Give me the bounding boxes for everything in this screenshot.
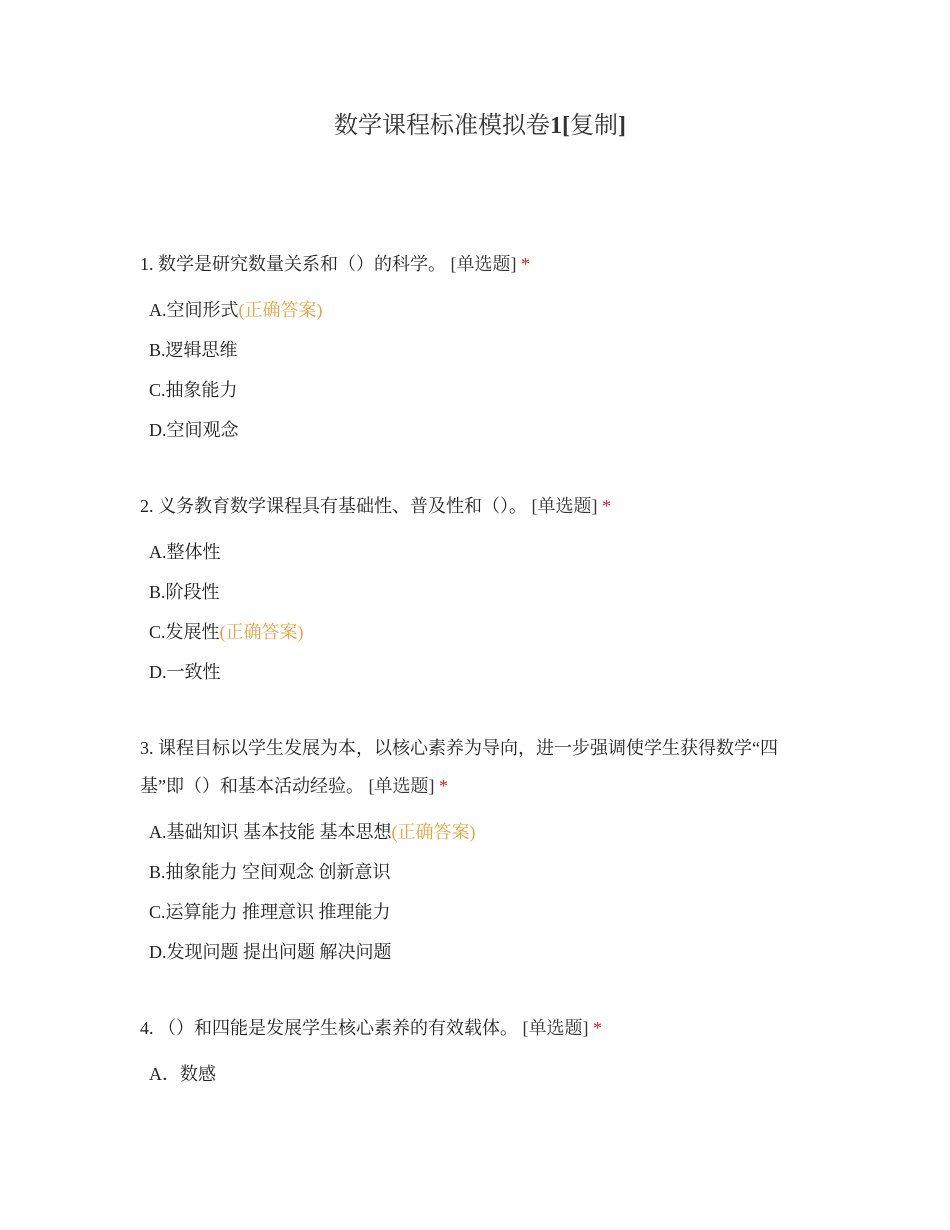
question-type-tag: [单选题]: [522, 1018, 589, 1038]
question-2: [140, 487, 810, 525]
option-1b: [149, 335, 238, 365]
question-type-tag: [单选题]: [368, 776, 435, 796]
option-2b: [149, 577, 220, 607]
option-1c: [149, 375, 238, 405]
question-text: 1. 数学是研究数量关系和（）的科学。: [140, 254, 446, 274]
option-label: C.发展性: [149, 622, 220, 642]
option-label: A.空间形式: [149, 300, 239, 320]
option-label: C.运算能力 推理意识 推理能力: [149, 902, 391, 922]
option-label: A.基础知识 基本技能 基本思想: [149, 822, 392, 842]
option-label: A.整体性: [149, 542, 221, 562]
option-1a: [149, 295, 323, 325]
title-number: 1[: [550, 113, 570, 139]
required-marker: *: [593, 1018, 602, 1038]
question-text: 3. 课程目标以学生发展为本，以核心素养为导向，进一步强调使学生获得数学“四基”即（）和基本活动经验。: [140, 738, 778, 796]
option-3d: [149, 937, 392, 967]
option-label: A．数感: [149, 1064, 216, 1084]
question-type-tag: [单选题]: [531, 496, 598, 516]
question-3: [140, 729, 810, 805]
question-text: 4. （）和四能是发展学生核心素养的有效载体。: [140, 1018, 518, 1038]
required-marker: *: [521, 254, 530, 274]
option-3a: [149, 817, 476, 847]
option-label: C.抽象能力: [149, 380, 238, 400]
option-label: B.逻辑思维: [149, 340, 238, 360]
option-label: D.一致性: [149, 662, 221, 682]
title-suffix: 复制: [570, 113, 618, 139]
option-2a: [149, 537, 221, 567]
correct-answer-mark: (正确答案): [238, 300, 323, 320]
title-text: 数学课程标准模拟卷: [334, 113, 550, 139]
option-label: B.阶段性: [149, 582, 220, 602]
question-type-tag: [单选题]: [450, 254, 517, 274]
correct-answer-mark: (正确答案): [219, 622, 304, 642]
option-3c: [149, 897, 391, 927]
title-close: ]: [618, 113, 626, 139]
option-1d: [149, 415, 239, 445]
option-label: D.空间观念: [149, 420, 239, 440]
option-2c: [149, 617, 304, 647]
question-1: [140, 245, 810, 283]
required-marker: *: [602, 496, 611, 516]
question-4: [140, 1009, 810, 1047]
option-2d: [149, 657, 221, 687]
question-text: 2. 义务教育数学课程具有基础性、普及性和（）。: [140, 496, 527, 516]
option-label: D.发现问题 提出问题 解决问题: [149, 942, 392, 962]
required-marker: *: [439, 776, 448, 796]
correct-answer-mark: (正确答案): [391, 822, 476, 842]
option-4a: [149, 1059, 216, 1089]
option-3b: [149, 857, 391, 887]
page-title: [0, 108, 950, 144]
option-label: B.抽象能力 空间观念 创新意识: [149, 862, 391, 882]
